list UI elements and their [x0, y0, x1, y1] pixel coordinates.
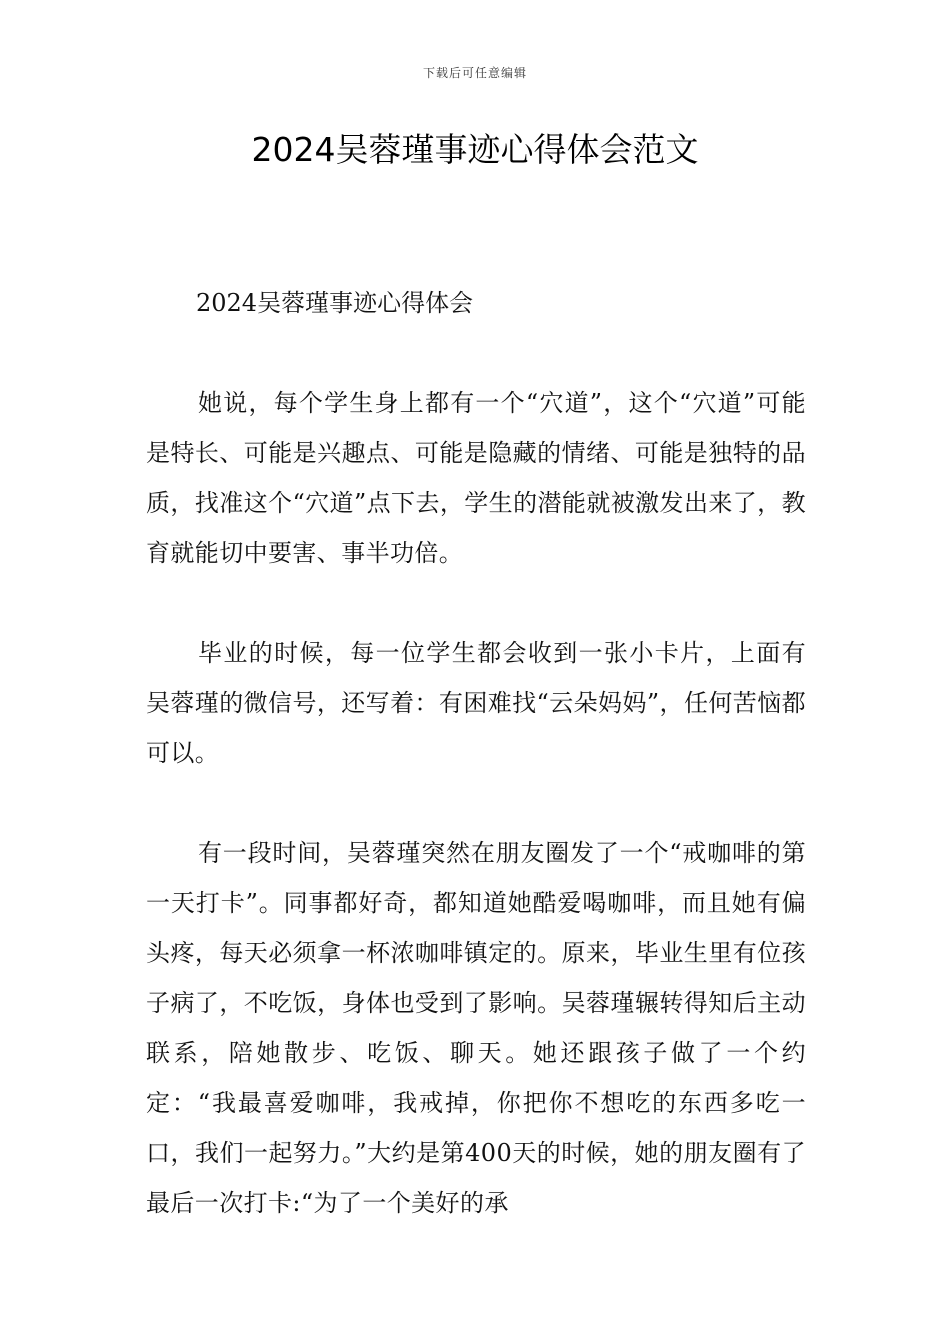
- paragraph-2: 毕业的时候，每一位学生都会收到一张小卡片，上面有吴蓉瑾的微信号，还写着：有困难找“云朵妈妈”，任何苦恼都可以。: [146, 639, 806, 767]
- document-subtitle: 2024吴蓉瑾事迹心得体会: [196, 289, 474, 317]
- paragraph-1: 她说，每个学生身上都有一个“穴道”，这个“穴道”可能是特长、可能是兴趣点、可能是隐藏的情绪、可能是独特的品质，找准这个“穴道”点下去，学生的潜能就被激发出来了，教育就能切中要害、事半功倍。: [146, 389, 806, 567]
- document-title: 2024吴蓉瑾事迹心得体会范文: [251, 130, 699, 169]
- document-body: [146, 278, 806, 1228]
- paragraph-3: 有一段时间，吴蓉瑾突然在朋友圈发了一个“戒咖啡的第一天打卡”。同事都好奇，都知道她酷爱喝咖啡，而且她有偏头疼，每天必须拿一杯浓咖啡镇定的。原来，毕业生里有位孩子病了，不吃饭，身体也受到了影响。吴蓉瑾辗转得知后主动联系，陪她散步、吃饭、聊天。她还跟孩子做了一个约定：“我最喜爱咖啡，我戒掉，你把你不想吃的东西多吃一口，我们一起努力。”大约是第400天的时候，她的朋友圈有了最后一次打卡:“为了一个美好的承: [146, 839, 806, 1217]
- header-note: 下载后可任意编辑: [422, 66, 527, 80]
